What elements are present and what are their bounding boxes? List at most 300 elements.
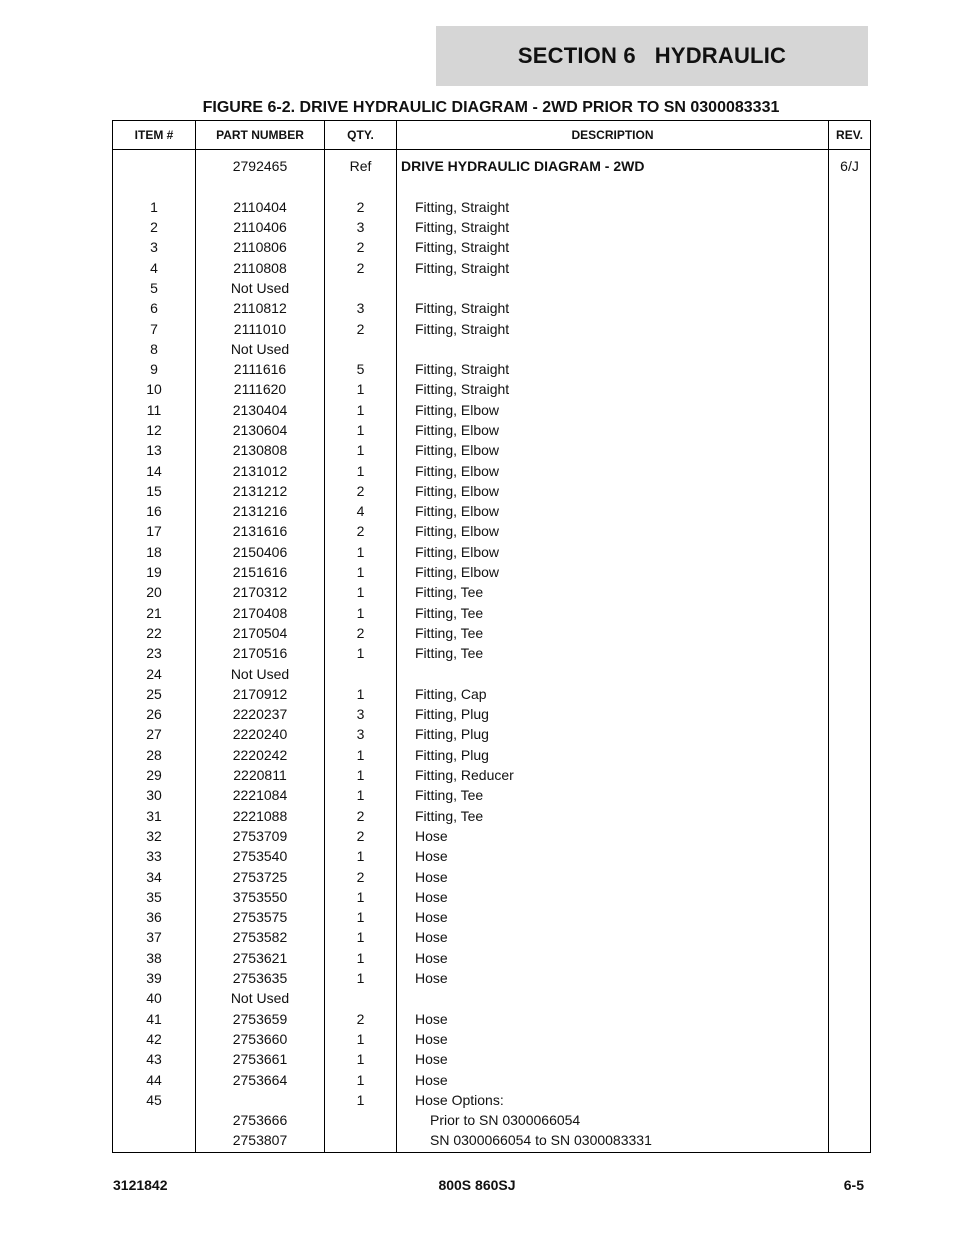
quantity-cell: Ref xyxy=(325,150,397,177)
quantity-cell: 1 xyxy=(325,887,397,907)
quantity-cell: 1 xyxy=(325,745,397,765)
table-header-row xyxy=(113,121,871,150)
description-cell: Hose xyxy=(397,1008,829,1028)
table-row xyxy=(113,603,871,623)
header-quantity: QTY. xyxy=(325,121,397,150)
table-row xyxy=(113,765,871,785)
quantity-cell: 1 xyxy=(325,460,397,480)
part-number-cell: 2111010 xyxy=(196,318,325,338)
description-cell: Hose xyxy=(397,1049,829,1069)
table-row xyxy=(113,542,871,562)
item-number-cell: 17 xyxy=(113,521,196,541)
parts-table xyxy=(112,120,871,1153)
quantity-cell: 2 xyxy=(325,318,397,338)
table-row xyxy=(113,176,871,196)
part-number-cell: 2170516 xyxy=(196,643,325,663)
item-number-cell: 4 xyxy=(113,257,196,277)
revision-cell xyxy=(829,684,871,704)
revision-cell xyxy=(829,257,871,277)
revision-cell xyxy=(829,1029,871,1049)
revision-cell xyxy=(829,826,871,846)
table-row xyxy=(113,1110,871,1130)
quantity-cell: 1 xyxy=(325,420,397,440)
item-number-cell: 9 xyxy=(113,359,196,379)
item-number-cell: 41 xyxy=(113,1008,196,1028)
description-cell xyxy=(397,988,829,1008)
table-row xyxy=(113,1029,871,1049)
part-number-cell: 2110806 xyxy=(196,237,325,257)
table-row xyxy=(113,237,871,257)
item-number-cell: 29 xyxy=(113,765,196,785)
quantity-cell: 1 xyxy=(325,1090,397,1110)
revision-cell xyxy=(829,663,871,683)
section-header xyxy=(436,26,868,86)
quantity-cell xyxy=(325,988,397,1008)
revision-cell xyxy=(829,1110,871,1130)
item-number-cell: 36 xyxy=(113,907,196,927)
part-number-cell xyxy=(196,176,325,196)
table-row xyxy=(113,785,871,805)
revision-cell xyxy=(829,948,871,968)
revision-cell xyxy=(829,603,871,623)
description-cell: Fitting, Reducer xyxy=(397,765,829,785)
part-number-cell: 2220811 xyxy=(196,765,325,785)
table-row xyxy=(113,907,871,927)
table-row xyxy=(113,887,871,907)
description-cell: Fitting, Plug xyxy=(397,724,829,744)
quantity-cell xyxy=(325,1130,397,1152)
item-number-cell: 26 xyxy=(113,704,196,724)
quantity-cell: 1 xyxy=(325,643,397,663)
part-number-cell: 2753575 xyxy=(196,907,325,927)
header-revision: REV. xyxy=(829,121,871,150)
item-number-cell: 27 xyxy=(113,724,196,744)
quantity-cell: 1 xyxy=(325,379,397,399)
item-number-cell: 5 xyxy=(113,278,196,298)
item-number-cell: 25 xyxy=(113,684,196,704)
item-number-cell: 45 xyxy=(113,1090,196,1110)
item-number-cell: 15 xyxy=(113,481,196,501)
table-row xyxy=(113,663,871,683)
quantity-cell: 1 xyxy=(325,968,397,988)
item-number-cell: 37 xyxy=(113,927,196,947)
part-number-cell: 2753660 xyxy=(196,1029,325,1049)
part-number-cell: 2753807 xyxy=(196,1130,325,1152)
quantity-cell: 2 xyxy=(325,237,397,257)
item-number-cell: 42 xyxy=(113,1029,196,1049)
description-cell: DRIVE HYDRAULIC DIAGRAM - 2WD xyxy=(397,150,829,177)
item-number-cell xyxy=(113,1110,196,1130)
part-number-cell: 2111620 xyxy=(196,379,325,399)
table-row xyxy=(113,866,871,886)
item-number-cell: 21 xyxy=(113,603,196,623)
description-cell: Hose xyxy=(397,927,829,947)
revision-cell xyxy=(829,521,871,541)
part-number-cell: 2110812 xyxy=(196,298,325,318)
item-number-cell: 22 xyxy=(113,623,196,643)
table-row xyxy=(113,826,871,846)
quantity-cell xyxy=(325,1110,397,1130)
description-cell xyxy=(397,339,829,359)
table-row xyxy=(113,278,871,298)
revision-cell xyxy=(829,460,871,480)
quantity-cell: 1 xyxy=(325,785,397,805)
part-number-cell: 2753659 xyxy=(196,1008,325,1028)
description-cell: Fitting, Elbow xyxy=(397,481,829,501)
description-cell: Hose xyxy=(397,968,829,988)
item-number-cell: 14 xyxy=(113,460,196,480)
quantity-cell: 3 xyxy=(325,724,397,744)
description-cell: Fitting, Plug xyxy=(397,745,829,765)
item-number-cell: 28 xyxy=(113,745,196,765)
description-cell: Fitting, Tee xyxy=(397,582,829,602)
figure-title: FIGURE 6-2. DRIVE HYDRAULIC DIAGRAM - 2WD PRIOR TO SN 0300083331 xyxy=(202,99,780,116)
part-number-cell: 2131216 xyxy=(196,501,325,521)
part-number-cell: 2220242 xyxy=(196,745,325,765)
header-description: DESCRIPTION xyxy=(397,121,829,150)
revision-cell xyxy=(829,887,871,907)
description-cell: Fitting, Tee xyxy=(397,623,829,643)
part-number-cell: 2753661 xyxy=(196,1049,325,1069)
quantity-cell: 1 xyxy=(325,1069,397,1089)
table-row xyxy=(113,318,871,338)
revision-cell xyxy=(829,217,871,237)
header-item-number: ITEM # xyxy=(113,121,196,150)
part-number-cell: 2221088 xyxy=(196,806,325,826)
quantity-cell: 2 xyxy=(325,866,397,886)
description-cell: Fitting, Straight xyxy=(397,318,829,338)
table-row xyxy=(113,197,871,217)
table-row xyxy=(113,1130,871,1152)
revision-cell xyxy=(829,988,871,1008)
table-row xyxy=(113,806,871,826)
part-number-cell: 2753635 xyxy=(196,968,325,988)
part-number-cell: 2111616 xyxy=(196,359,325,379)
revision-cell xyxy=(829,318,871,338)
description-cell: Fitting, Elbow xyxy=(397,440,829,460)
revision-cell xyxy=(829,1069,871,1089)
item-number-cell: 33 xyxy=(113,846,196,866)
table-row xyxy=(113,400,871,420)
item-number-cell: 7 xyxy=(113,318,196,338)
revision-cell xyxy=(829,907,871,927)
quantity-cell: 5 xyxy=(325,359,397,379)
revision-cell xyxy=(829,1090,871,1110)
item-number-cell: 23 xyxy=(113,643,196,663)
revision-cell xyxy=(829,440,871,460)
part-number-cell: 2792465 xyxy=(196,150,325,177)
item-number-cell: 19 xyxy=(113,562,196,582)
description-cell: Fitting, Straight xyxy=(397,379,829,399)
quantity-cell: 1 xyxy=(325,907,397,927)
part-number-cell: 2110808 xyxy=(196,257,325,277)
footer-model: 800S 860SJ xyxy=(438,1177,516,1193)
quantity-cell: 3 xyxy=(325,217,397,237)
quantity-cell: 1 xyxy=(325,1029,397,1049)
description-cell: Fitting, Elbow xyxy=(397,420,829,440)
description-cell: Fitting, Straight xyxy=(397,257,829,277)
description-cell: Fitting, Straight xyxy=(397,298,829,318)
description-cell: Fitting, Straight xyxy=(397,237,829,257)
description-cell: Fitting, Tee xyxy=(397,643,829,663)
table-row xyxy=(113,420,871,440)
part-number-cell: 2753621 xyxy=(196,948,325,968)
quantity-cell: 2 xyxy=(325,1008,397,1028)
revision-cell xyxy=(829,1008,871,1028)
section-title: SECTION 6 HYDRAULIC xyxy=(517,43,787,68)
item-number-cell: 30 xyxy=(113,785,196,805)
item-number-cell: 13 xyxy=(113,440,196,460)
description-cell: SN 0300066054 to SN 0300083331 xyxy=(397,1130,829,1152)
part-number-cell: 2110406 xyxy=(196,217,325,237)
revision-cell xyxy=(829,278,871,298)
revision-cell xyxy=(829,806,871,826)
item-number-cell: 20 xyxy=(113,582,196,602)
table-row xyxy=(113,704,871,724)
part-number-cell: 2130808 xyxy=(196,440,325,460)
part-number-cell xyxy=(196,1090,325,1110)
revision-cell xyxy=(829,927,871,947)
table-row xyxy=(113,988,871,1008)
quantity-cell: 2 xyxy=(325,481,397,501)
description-cell: Fitting, Straight xyxy=(397,197,829,217)
revision-cell xyxy=(829,724,871,744)
revision-cell xyxy=(829,237,871,257)
description-cell: Hose xyxy=(397,826,829,846)
item-number-cell: 16 xyxy=(113,501,196,521)
revision-cell xyxy=(829,501,871,521)
quantity-cell: 1 xyxy=(325,542,397,562)
revision-cell xyxy=(829,704,871,724)
revision-cell xyxy=(829,866,871,886)
quantity-cell: 1 xyxy=(325,400,397,420)
quantity-cell: 1 xyxy=(325,603,397,623)
revision-cell xyxy=(829,1049,871,1069)
part-number-cell: 2131616 xyxy=(196,521,325,541)
description-cell xyxy=(397,176,829,196)
table-row xyxy=(113,217,871,237)
item-number-cell: 10 xyxy=(113,379,196,399)
revision-cell xyxy=(829,1130,871,1152)
revision-cell: 6/J xyxy=(829,150,871,177)
description-cell: Hose xyxy=(397,887,829,907)
item-number-cell xyxy=(113,150,196,177)
part-number-cell: 2753582 xyxy=(196,927,325,947)
item-number-cell: 6 xyxy=(113,298,196,318)
item-number-cell: 1 xyxy=(113,197,196,217)
quantity-cell xyxy=(325,339,397,359)
part-number-cell: Not Used xyxy=(196,339,325,359)
part-number-cell: 2170408 xyxy=(196,603,325,623)
parts-table-body xyxy=(113,150,871,1153)
quantity-cell xyxy=(325,176,397,196)
table-row xyxy=(113,948,871,968)
part-number-cell: 2170312 xyxy=(196,582,325,602)
description-cell: Hose xyxy=(397,1029,829,1049)
table-row xyxy=(113,150,871,177)
part-number-cell: Not Used xyxy=(196,278,325,298)
revision-cell xyxy=(829,745,871,765)
table-row xyxy=(113,460,871,480)
item-number-cell: 38 xyxy=(113,948,196,968)
revision-cell xyxy=(829,481,871,501)
quantity-cell xyxy=(325,278,397,298)
revision-cell xyxy=(829,765,871,785)
description-cell: Fitting, Elbow xyxy=(397,501,829,521)
table-row xyxy=(113,684,871,704)
revision-cell xyxy=(829,379,871,399)
description-cell xyxy=(397,663,829,683)
description-cell: Fitting, Elbow xyxy=(397,460,829,480)
table-row xyxy=(113,359,871,379)
part-number-cell: 2170912 xyxy=(196,684,325,704)
quantity-cell: 1 xyxy=(325,684,397,704)
description-cell: Fitting, Straight xyxy=(397,359,829,379)
item-number-cell: 31 xyxy=(113,806,196,826)
quantity-cell: 1 xyxy=(325,765,397,785)
item-number-cell: 12 xyxy=(113,420,196,440)
quantity-cell: 2 xyxy=(325,521,397,541)
revision-cell xyxy=(829,359,871,379)
revision-cell xyxy=(829,846,871,866)
quantity-cell: 4 xyxy=(325,501,397,521)
table-row xyxy=(113,481,871,501)
description-cell: Fitting, Tee xyxy=(397,785,829,805)
part-number-cell: 2220237 xyxy=(196,704,325,724)
description-cell: Fitting, Plug xyxy=(397,704,829,724)
table-row xyxy=(113,562,871,582)
item-number-cell: 2 xyxy=(113,217,196,237)
revision-cell xyxy=(829,339,871,359)
table-row xyxy=(113,643,871,663)
quantity-cell: 2 xyxy=(325,623,397,643)
quantity-cell: 2 xyxy=(325,806,397,826)
part-number-cell: 2753725 xyxy=(196,866,325,886)
revision-cell xyxy=(829,197,871,217)
table-row xyxy=(113,339,871,359)
part-number-cell: 2150406 xyxy=(196,542,325,562)
revision-cell xyxy=(829,643,871,663)
revision-cell xyxy=(829,582,871,602)
revision-cell xyxy=(829,420,871,440)
description-cell: Hose xyxy=(397,907,829,927)
part-number-cell: 2131012 xyxy=(196,460,325,480)
description-cell: Fitting, Tee xyxy=(397,806,829,826)
item-number-cell: 43 xyxy=(113,1049,196,1069)
revision-cell xyxy=(829,968,871,988)
description-cell: Fitting, Elbow xyxy=(397,542,829,562)
quantity-cell: 1 xyxy=(325,440,397,460)
item-number-cell: 40 xyxy=(113,988,196,1008)
table-row xyxy=(113,501,871,521)
table-row xyxy=(113,1090,871,1110)
footer-page-number: 6-5 xyxy=(843,1177,864,1193)
item-number-cell xyxy=(113,1130,196,1152)
quantity-cell: 2 xyxy=(325,197,397,217)
quantity-cell xyxy=(325,663,397,683)
item-number-cell: 24 xyxy=(113,663,196,683)
part-number-cell: 2170504 xyxy=(196,623,325,643)
part-number-cell: 2220240 xyxy=(196,724,325,744)
part-number-cell: 2221084 xyxy=(196,785,325,805)
quantity-cell: 1 xyxy=(325,846,397,866)
revision-cell xyxy=(829,623,871,643)
table-row xyxy=(113,440,871,460)
description-cell: Prior to SN 0300066054 xyxy=(397,1110,829,1130)
table-row xyxy=(113,298,871,318)
header-part-number: PART NUMBER xyxy=(196,121,325,150)
description-cell: Hose xyxy=(397,1069,829,1089)
quantity-cell: 3 xyxy=(325,298,397,318)
description-cell: Hose Options: xyxy=(397,1090,829,1110)
item-number-cell: 34 xyxy=(113,866,196,886)
table-row xyxy=(113,724,871,744)
part-number-cell: 2151616 xyxy=(196,562,325,582)
table-row xyxy=(113,257,871,277)
part-number-cell: Not Used xyxy=(196,988,325,1008)
table-row xyxy=(113,846,871,866)
description-cell: Hose xyxy=(397,866,829,886)
table-row xyxy=(113,1049,871,1069)
quantity-cell: 1 xyxy=(325,927,397,947)
description-cell: Fitting, Elbow xyxy=(397,400,829,420)
item-number-cell: 11 xyxy=(113,400,196,420)
part-number-cell: 2110404 xyxy=(196,197,325,217)
part-number-cell: 2753709 xyxy=(196,826,325,846)
item-number-cell xyxy=(113,176,196,196)
item-number-cell: 3 xyxy=(113,237,196,257)
table-row xyxy=(113,623,871,643)
table-row xyxy=(113,521,871,541)
part-number-cell: 3753550 xyxy=(196,887,325,907)
table-row xyxy=(113,927,871,947)
part-number-cell: 2753664 xyxy=(196,1069,325,1089)
part-number-cell: 2753666 xyxy=(196,1110,325,1130)
description-cell: Fitting, Straight xyxy=(397,217,829,237)
quantity-cell: 1 xyxy=(325,582,397,602)
item-number-cell: 8 xyxy=(113,339,196,359)
quantity-cell: 2 xyxy=(325,826,397,846)
item-number-cell: 35 xyxy=(113,887,196,907)
quantity-cell: 1 xyxy=(325,948,397,968)
table-row xyxy=(113,379,871,399)
quantity-cell: 3 xyxy=(325,704,397,724)
part-number-cell: 2753540 xyxy=(196,846,325,866)
footer-document-number: 3121842 xyxy=(113,1177,168,1193)
part-number-cell: 2130404 xyxy=(196,400,325,420)
description-cell: Fitting, Cap xyxy=(397,684,829,704)
description-cell: Hose xyxy=(397,846,829,866)
revision-cell xyxy=(829,562,871,582)
quantity-cell: 1 xyxy=(325,1049,397,1069)
description-cell: Hose xyxy=(397,948,829,968)
table-row xyxy=(113,968,871,988)
table-row xyxy=(113,1069,871,1089)
revision-cell xyxy=(829,176,871,196)
revision-cell xyxy=(829,400,871,420)
item-number-cell: 32 xyxy=(113,826,196,846)
table-row xyxy=(113,582,871,602)
description-cell: Fitting, Elbow xyxy=(397,521,829,541)
description-cell: Fitting, Tee xyxy=(397,603,829,623)
item-number-cell: 18 xyxy=(113,542,196,562)
description-cell xyxy=(397,278,829,298)
quantity-cell: 2 xyxy=(325,257,397,277)
item-number-cell: 39 xyxy=(113,968,196,988)
part-number-cell: Not Used xyxy=(196,663,325,683)
revision-cell xyxy=(829,298,871,318)
table-row xyxy=(113,745,871,765)
